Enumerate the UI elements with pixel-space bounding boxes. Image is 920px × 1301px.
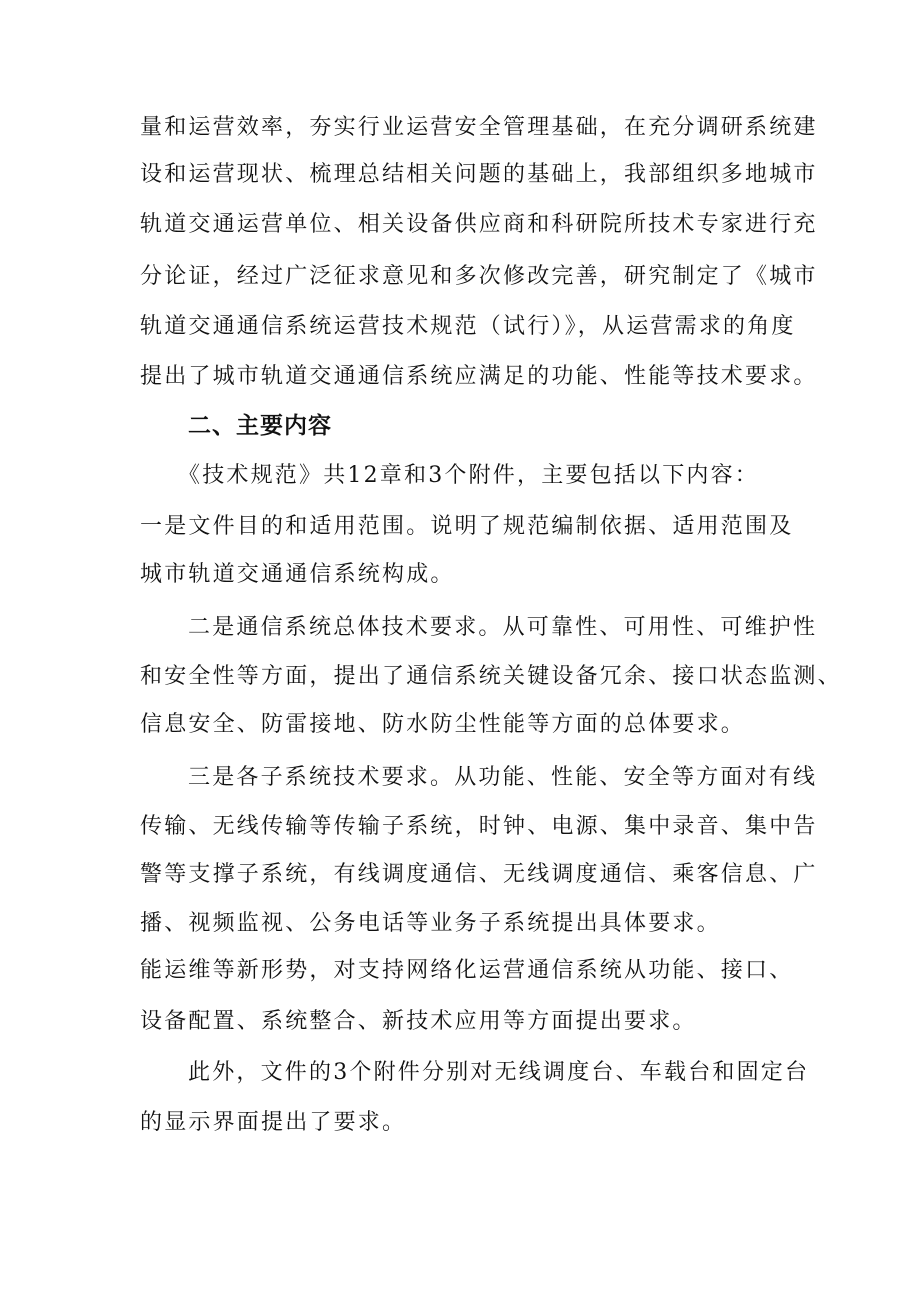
paragraph-4-line-1: 二是通信系统总体技术要求。从可靠性、可用性、可维护性: [188, 615, 818, 640]
paragraph-6-line-2: 设备配置、系统整合、新技术应用等方面提出要求。: [140, 1009, 697, 1034]
paragraph-6-line-1: 能运维等新形势，对支持网络化运营通信系统从功能、接口、: [140, 958, 794, 983]
paragraph-1-line-4: 分论证，经过广泛征求意见和多次修改完善，研究制定了《城市: [140, 264, 818, 289]
paragraph-2-line-1: 《技术规范》共12章和3个附件，主要包括以下内容：: [178, 463, 759, 488]
paragraph-3-line-1: 一是文件目的和适用范围。说明了规范编制依据、适用范围及: [140, 514, 794, 539]
paragraph-4-line-2: 和安全性等方面，提出了通信系统关键设备冗余、接口状态监测、: [140, 664, 842, 689]
paragraph-3-line-2: 城市轨道交通通信系统构成。: [140, 562, 455, 587]
paragraph-7-line-1: 此外，文件的3个附件分别对无线调度台、车载台和固定台: [188, 1060, 810, 1085]
section-heading: 二、主要内容: [188, 413, 332, 439]
paragraph-7-line-2: 的显示界面提出了要求。: [140, 1110, 407, 1135]
paragraph-1-line-6: 提出了城市轨道交通通信系统应满足的功能、性能等技术要求。: [140, 364, 818, 389]
paragraph-5-line-2: 传输、无线传输等传输子系统，时钟、电源、集中录音、集中告: [140, 814, 818, 839]
paragraph-5-line-1: 三是各子系统技术要求。从功能、性能、安全等方面对有线: [188, 765, 818, 790]
paragraph-1-line-3: 轨道交通运营单位、相关设备供应商和科研院所技术专家进行充: [140, 212, 818, 237]
paragraph-5-line-3: 警等支撑子系统，有线调度通信、无线调度通信、乘客信息、广: [140, 862, 818, 887]
paragraph-1-line-5: 轨道交通通信系统运营技术规范（试行）》，从运营需求的角度: [140, 314, 796, 339]
paragraph-5-line-4: 播、视频监视、公务电话等业务子系统提出具体要求。: [140, 911, 721, 936]
paragraph-1-line-2: 设和运营现状、梳理总结相关问题的基础上，我部组织多地城市: [140, 162, 818, 187]
paragraph-4-line-3: 信息安全、防雷接地、防水防尘性能等方面的总体要求。: [140, 712, 746, 737]
paragraph-1-line-1: 量和运营效率，夯实行业运营安全管理基础，在充分调研系统建: [140, 115, 818, 140]
